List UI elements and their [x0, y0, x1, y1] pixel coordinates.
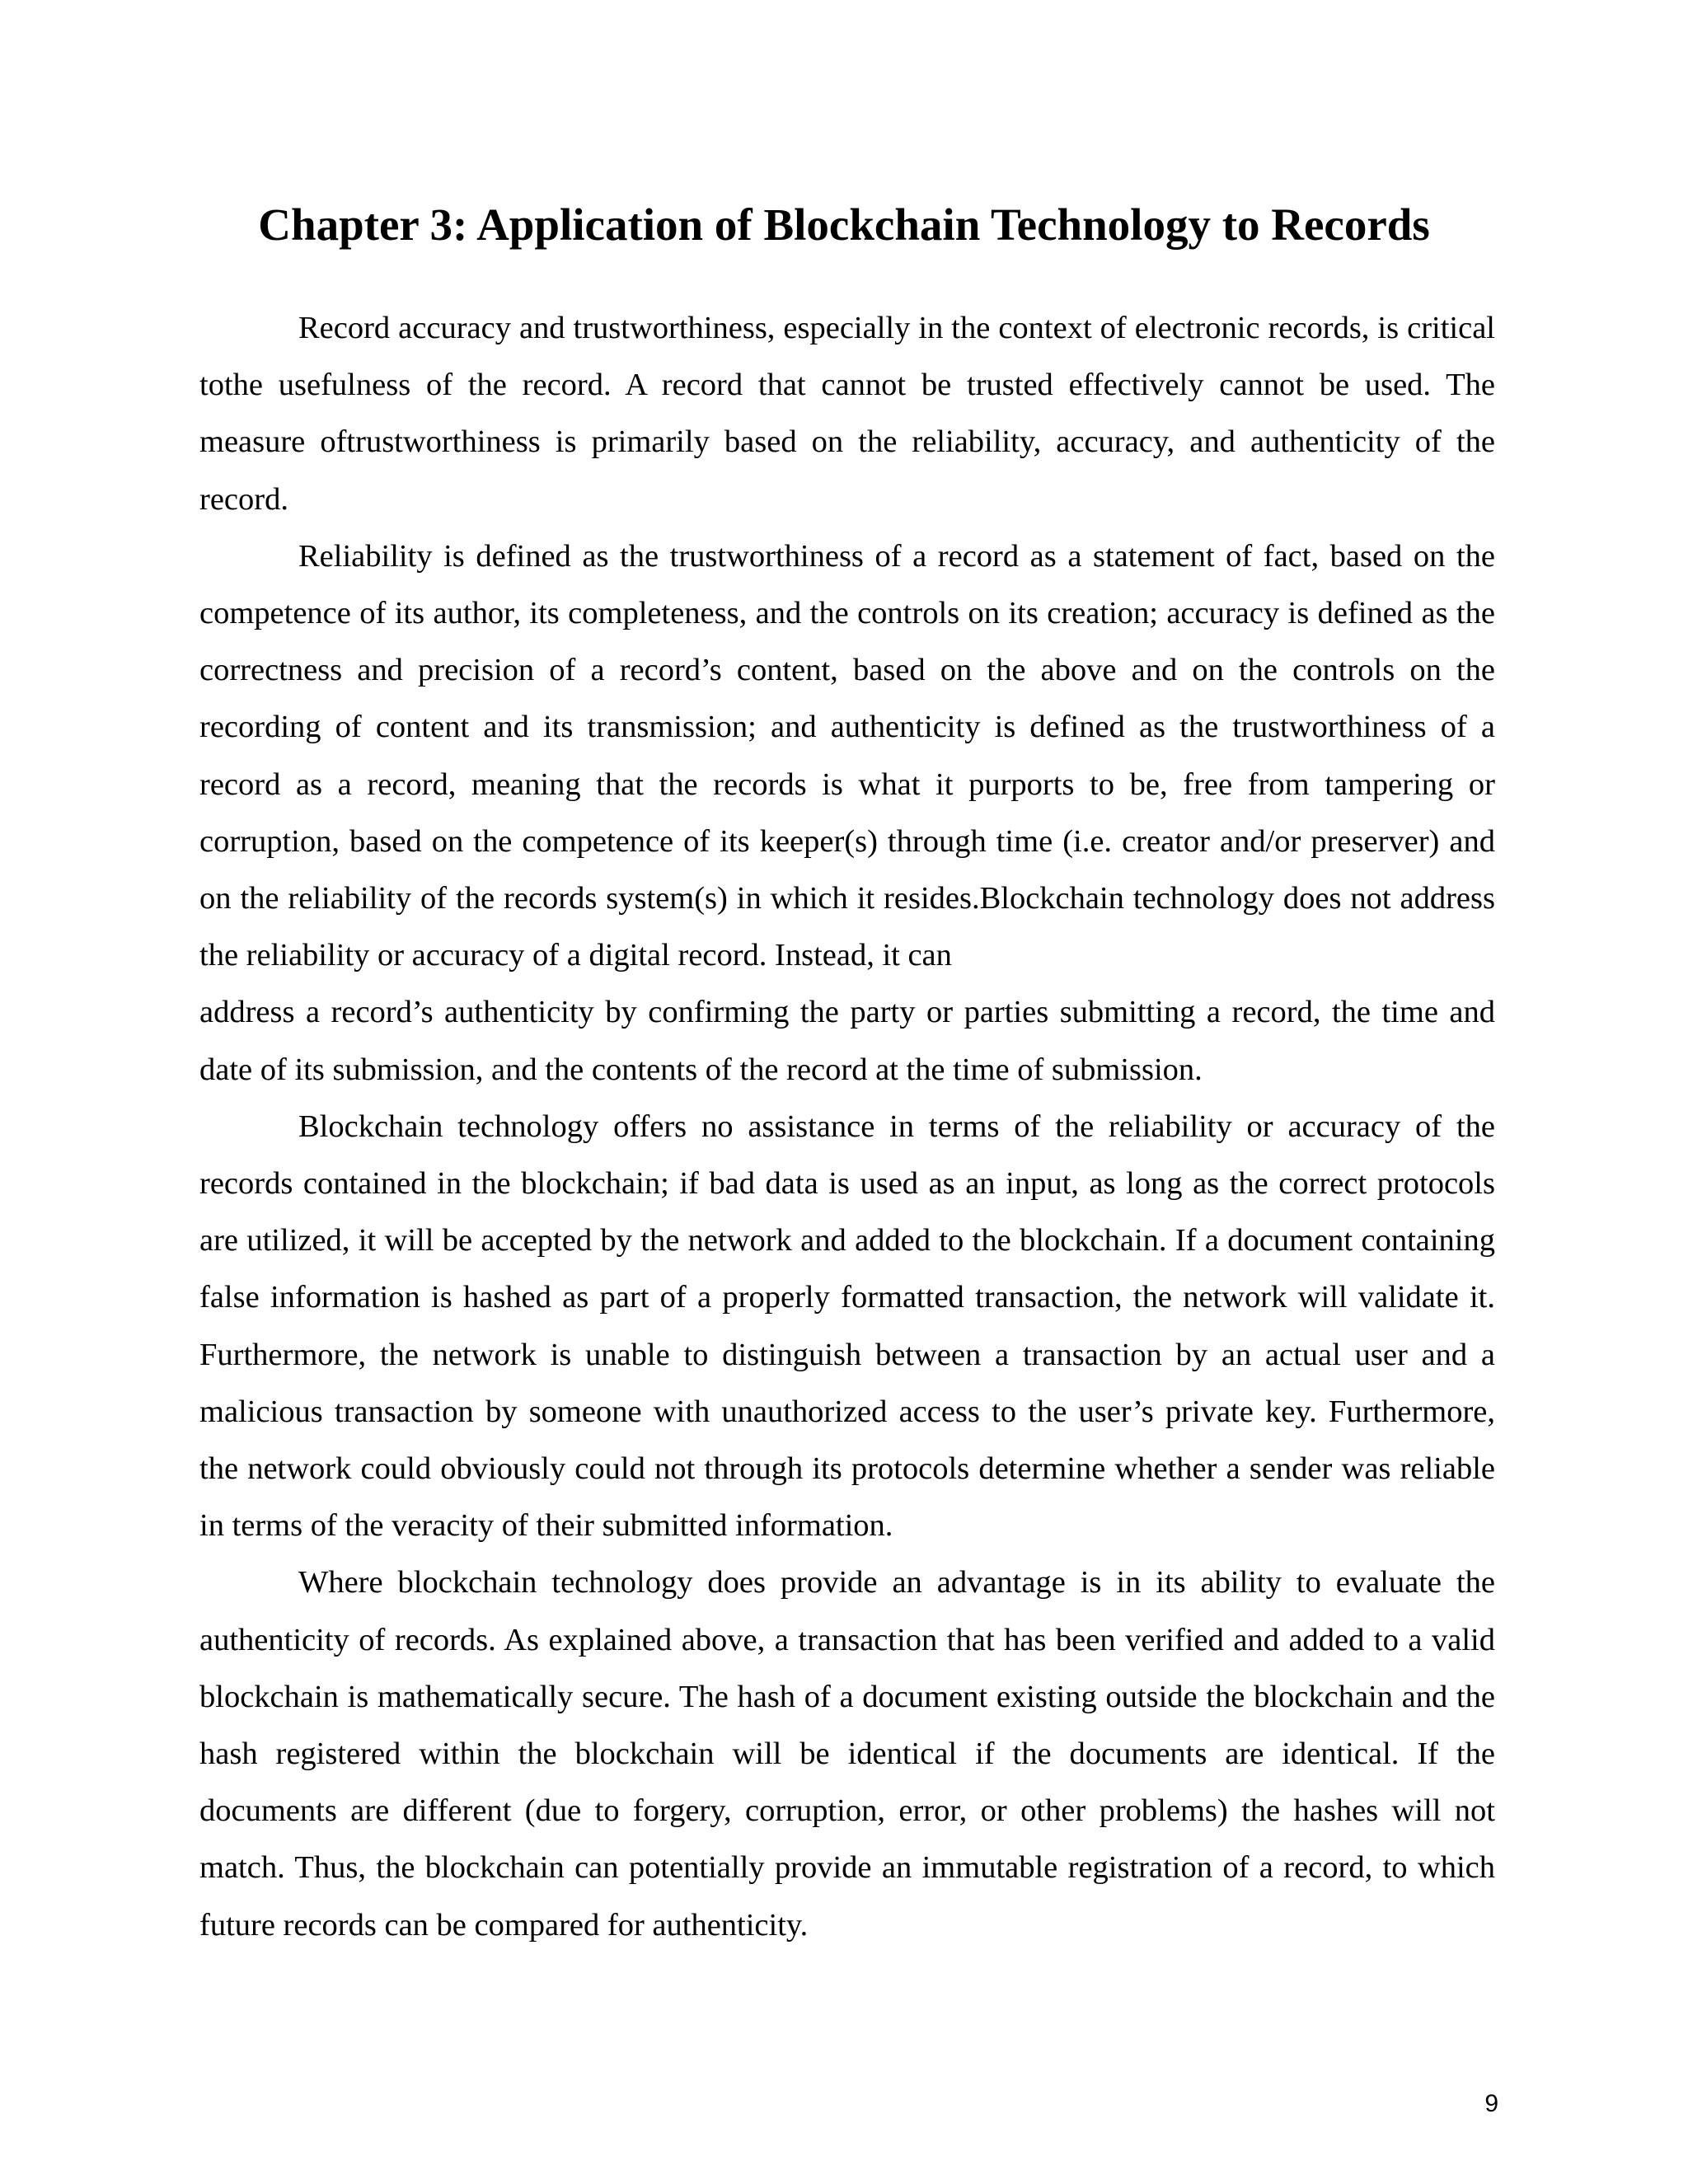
paragraph-record-accuracy: Record accuracy and trustworthiness, especially in the context of electronic records, is critical tothe usefulness of the record. A record that cannot be trusted effectively cannot be used. The measure oftrustworthiness is primarily based on the reliability, accuracy, and authenticity of the record. — [199, 311, 1495, 517]
body-text — [199, 300, 1495, 1954]
paragraph-reliability-definition: Reliability is defined as the trustworthiness of a record as a statement of fact, based on the competence of its author, its completeness, and the controls on its creation; accuracy is defined as the correctness and precision of a record’s content, based on the above and on the controls on the recording of content and its transmission; and authenticity is defined as the trustworthiness of a record as a record, meaning that the records is what it purports to be, free from tampering or corruption, based on the competence of its keeper(s) through time (i.e. creator and/or preserver) and on the reliability of the records system(s) in which it resides.Blockchain technology does not address the reliability or accuracy of a digital record. Instead, it can — [199, 538, 1495, 973]
paragraph-authenticity-continuation: address a record’s authenticity by confirming the party or parties submitting a record, the time and date of its submission, and the contents of the record at the time of submission. — [199, 995, 1495, 1087]
chapter-title: Chapter 3: Application of Blockchain Technology to Records — [258, 199, 1430, 250]
paragraph-advantage: Where blockchain technology does provide an advantage is in its ability to evaluate the authenticity of records. As explained above, a transaction that has been verified and added to a valid blockchain is mathematically secure. The hash of a document existing outside the blockchain and the hash registered within the blockchain will be identical if the documents are identical. If the documents are different (due to forgery, corruption, error, or other problems) the hashes will not match. Thus, the blockchain can potentially provide an immutable registration of a record, to which future records can be compared for authenticity. — [199, 1565, 1495, 1943]
paragraph-no-assistance: Blockchain technology offers no assistance in terms of the reliability or accuracy of the records contained in the blockchain; if bad data is used as an input, as long as the correct protocols are utilized, it will be accepted by the network and added to the blockchain. If a document containing false information is hashed as part of a properly formatted transaction, the network will validate it. Furthermore, the network is unable to distinguish between a transaction by an actual user and a malicious transaction by someone with unauthorized access to the user’s private key. Furthermore, the network could obviously could not through its protocols determine whether a sender was reliable in terms of the veracity of their submitted information. — [199, 1108, 1495, 1544]
page-number: 9 — [1484, 2090, 1498, 2117]
